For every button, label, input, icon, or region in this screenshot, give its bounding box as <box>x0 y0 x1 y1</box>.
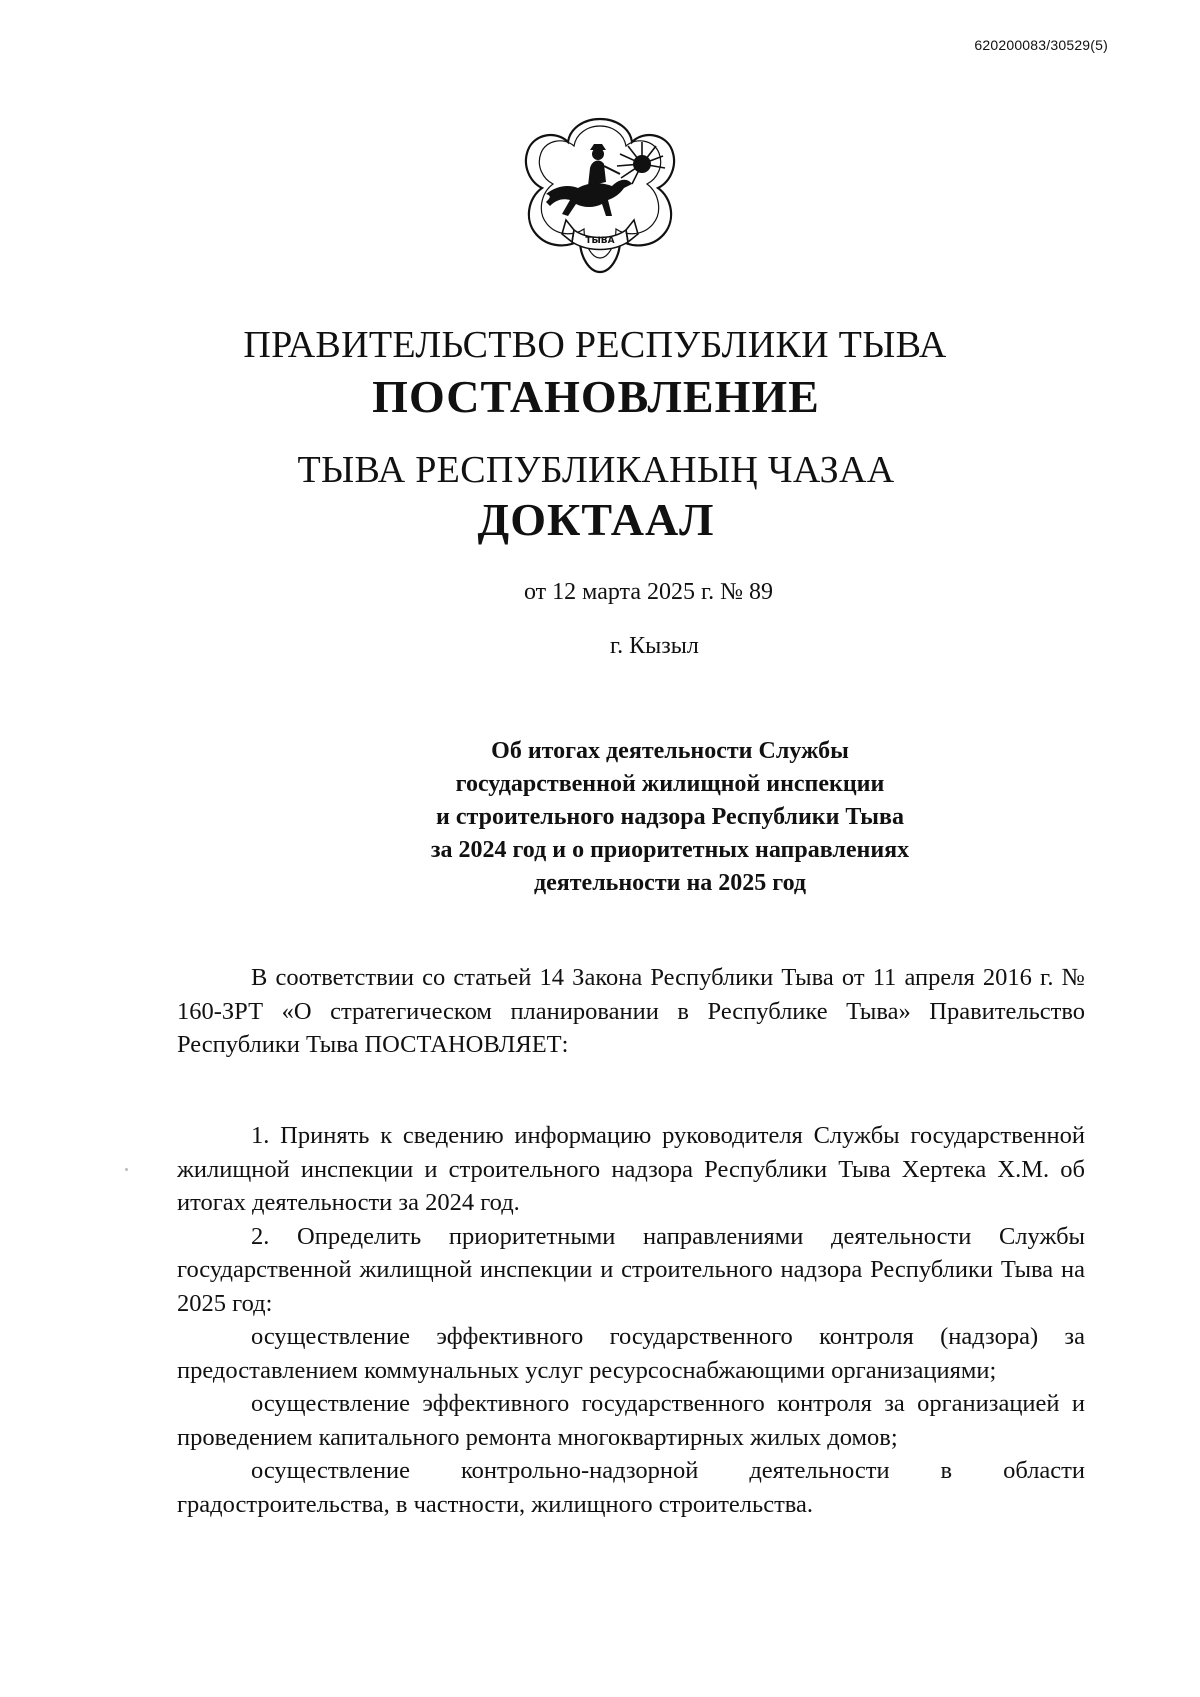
sun-rays-icon <box>617 142 665 184</box>
tuva-coat-of-arms-icon <box>516 112 684 280</box>
preamble-paragraph: В соответствии со статьей 14 Закона Республики Тыва от 11 апреля 2016 г. № 160-ЗРТ «О стратегическом планировании в Республике Тыва» Правительство Республики Тыва ПОСТАНОВЛЯЕТ: <box>177 964 1085 1058</box>
decision-items <box>177 1119 1085 1521</box>
decision-paragraph: 2. Определить приоритетными направлениями деятельности Службы государственной жилищной инспекции и строительного надзора Республики Тыва на 2025 год: <box>177 1222 1085 1317</box>
priority-paragraph: осуществление эффективного государственного контроля за организацией и проведением капитального ремонта многоквартирных жилых домов; <box>177 1390 1085 1451</box>
ribbon-icon <box>562 220 638 250</box>
scan-speck <box>125 1168 128 1171</box>
decision-paragraph: 1. Принять к сведению информацию руководителя Службы государственной жилищной инспекции и строительного надзора Республики Тыва Хертека Х.М. об итогах деятельности за 2024 год. <box>177 1122 1085 1216</box>
document-title <box>300 735 1040 900</box>
title-line: государственной жилищной инспекции <box>455 771 885 797</box>
priority-paragraph: осуществление эффективного государственного контроля (надзора) за предоставлением коммунальных услуг ресурсоснабжающими организациями; <box>177 1323 1085 1384</box>
title-line: и строительного надзора Республики Тыва <box>436 804 904 830</box>
priority-paragraph: осуществление контрольно-надзорной деятельности в области градостроительства, в частности, жилищного строительства. <box>177 1457 1085 1518</box>
horse-rider-icon <box>546 144 632 216</box>
government-title-ru: ПРАВИТЕЛЬСТВО РЕСПУБЛИКИ ТЫВА <box>243 324 947 366</box>
title-line: Об итогах деятельности Службы <box>491 738 849 764</box>
document-type-ru: ПОСТАНОВЛЕНИЕ <box>372 371 820 422</box>
document-city: г. Кызыл <box>610 633 699 659</box>
document-code: 620200083/30529(5) <box>974 37 1108 53</box>
government-title-tyv: ТЫВА РЕСПУБЛИКАНЫҢ ЧАЗАА <box>297 449 895 491</box>
document-type-tyv: ДОКТААЛ <box>477 494 715 545</box>
ribbon-text: ТЫВА <box>585 236 615 246</box>
title-line: деятельности на 2025 год <box>533 870 807 896</box>
document-date-number: от 12 марта 2025 г. № 89 <box>524 579 773 605</box>
preamble <box>177 961 1085 1062</box>
title-line: за 2024 год и о приоритетных направлениях <box>430 837 910 863</box>
